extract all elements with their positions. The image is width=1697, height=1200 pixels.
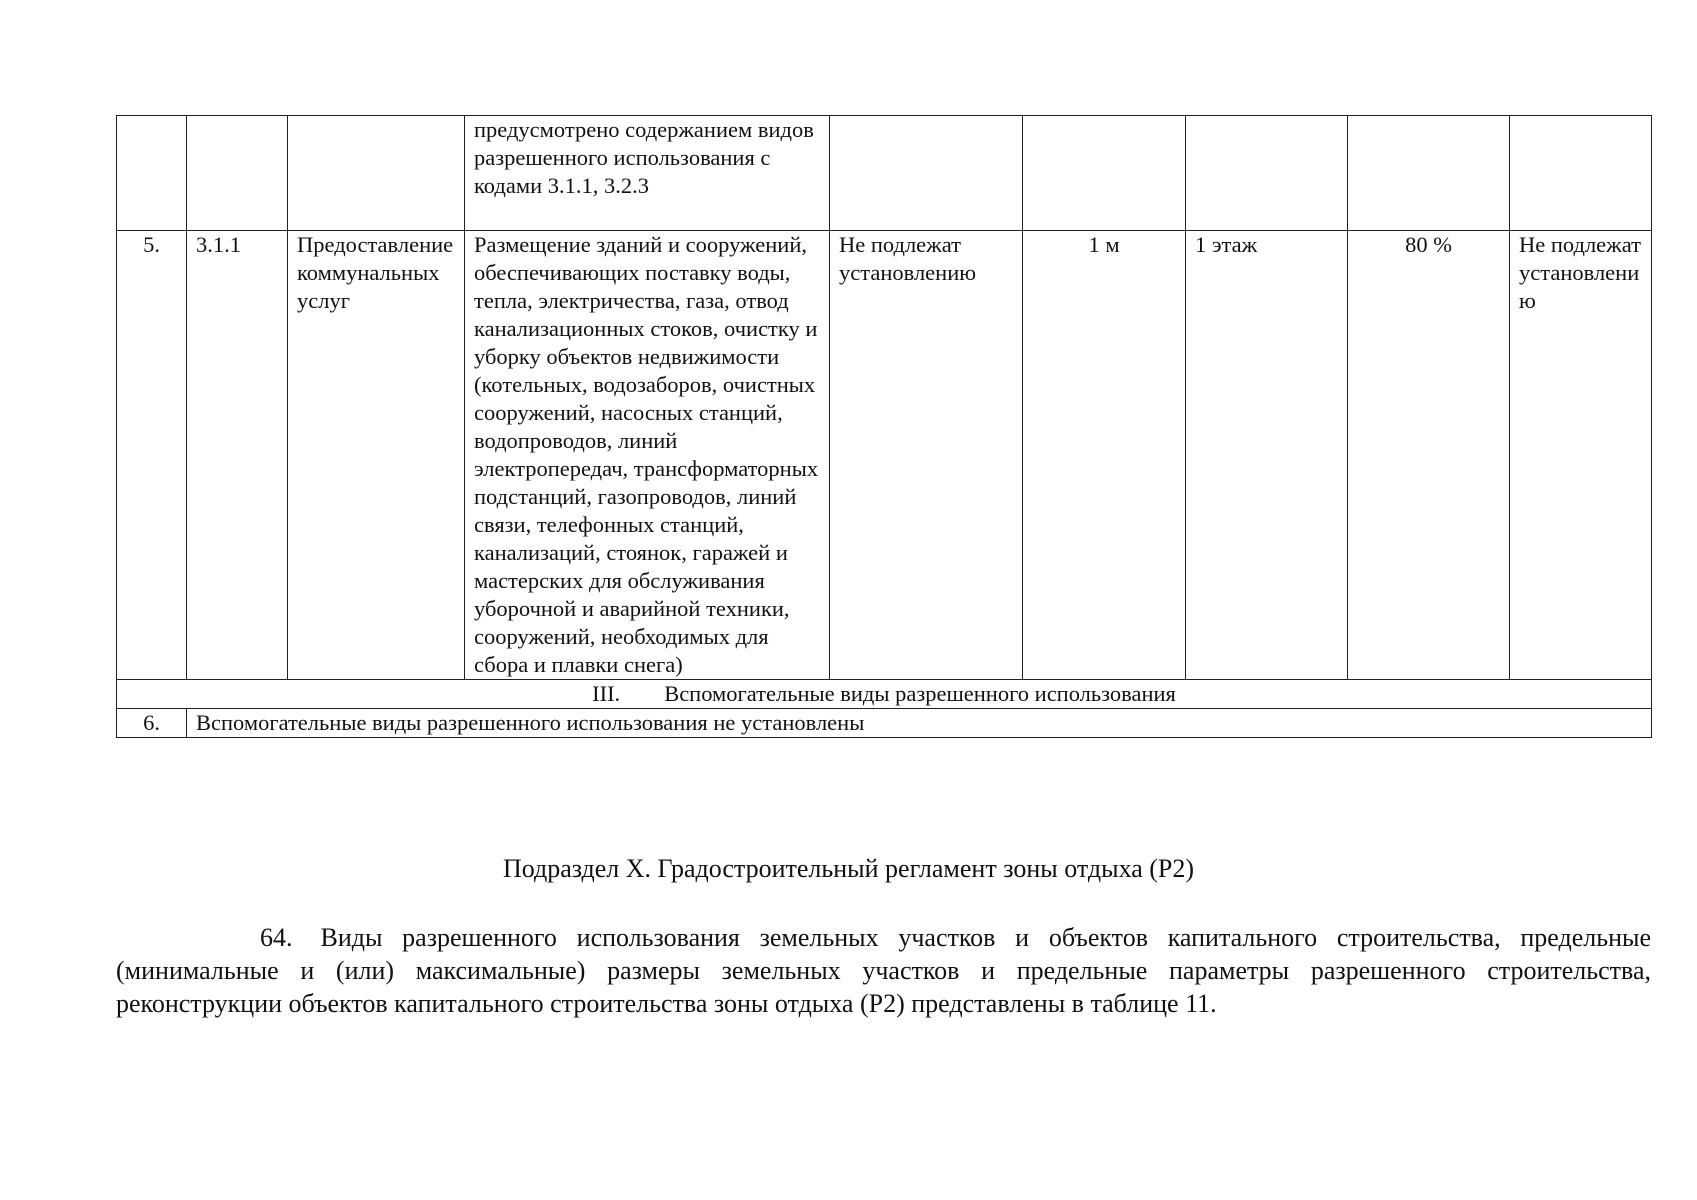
- cell-plot-size: Не подлежат установлению: [830, 231, 1023, 680]
- table-section-row: [117, 680, 1652, 709]
- cell-description: Размещение зданий и сооружений, обеспечивающих поставку воды, тепла, электричества, газа, отвод канализационных стоков, очистку и уборку объектов недвижимости (котельных, водозаборов, очистных сооружений, насосных станций, водопроводов, линий электропередач, трансформаторных подстанций, газопроводов, линий связи, телефонных станций, канализаций, стоянок, гаражей и мастерских для обслуживания уборочной и аварийной техники, сооружений, необходимых для сбора и плавки снега): [465, 231, 830, 680]
- table-row-5: [117, 231, 1652, 680]
- paragraph-number: 64.: [260, 923, 293, 952]
- cell-num: [117, 116, 187, 231]
- paragraph-text: Виды разрешенного использования земельных участков и объектов капитального строительства, предельные (минимальные и (или) максимальные) размеры земельных участков и предельные параметры разрешенного строительства, реконструкции объектов капитального строительства зоны отдыха (Р2) представлены в таблице 11.: [116, 923, 1651, 1018]
- cell-num: 6.: [117, 709, 187, 738]
- cell-other: [1510, 116, 1652, 231]
- cell-coverage: [1348, 116, 1510, 231]
- table-row-continuation: [117, 116, 1652, 231]
- cell-num: 5.: [117, 231, 187, 680]
- cell-code: 3.1.1: [187, 231, 288, 680]
- cell-name: Предоставление коммунальных услуг: [288, 231, 465, 680]
- cell-name: [288, 116, 465, 231]
- regulation-table: [116, 115, 1652, 738]
- section-number: III.: [592, 681, 621, 706]
- cell-description: предусмотрено содержанием видов разрешенного использования с кодами 3.1.1, 3.2.3: [465, 116, 830, 231]
- section-heading: [117, 680, 1652, 709]
- cell-setback: 1 м: [1023, 231, 1186, 680]
- cell-merged-text: Вспомогательные виды разрешенного использования не установлены: [187, 709, 1652, 738]
- subsection-title: Подраздел X. Градостроительный регламент зоны отдыха (Р2): [502, 854, 1195, 883]
- paragraph-64: [116, 921, 1651, 1020]
- cell-coverage: 80 %: [1348, 231, 1510, 680]
- cell-setback: [1023, 116, 1186, 231]
- table-row-6: [117, 709, 1652, 738]
- cell-floors: [1186, 116, 1348, 231]
- cell-other: Не подлежат установлению: [1510, 231, 1652, 680]
- section-title: Вспомогательные виды разрешенного использования: [664, 681, 1176, 706]
- cell-floors: 1 этаж: [1186, 231, 1348, 680]
- cell-code: [187, 116, 288, 231]
- cell-plot-size: [830, 116, 1023, 231]
